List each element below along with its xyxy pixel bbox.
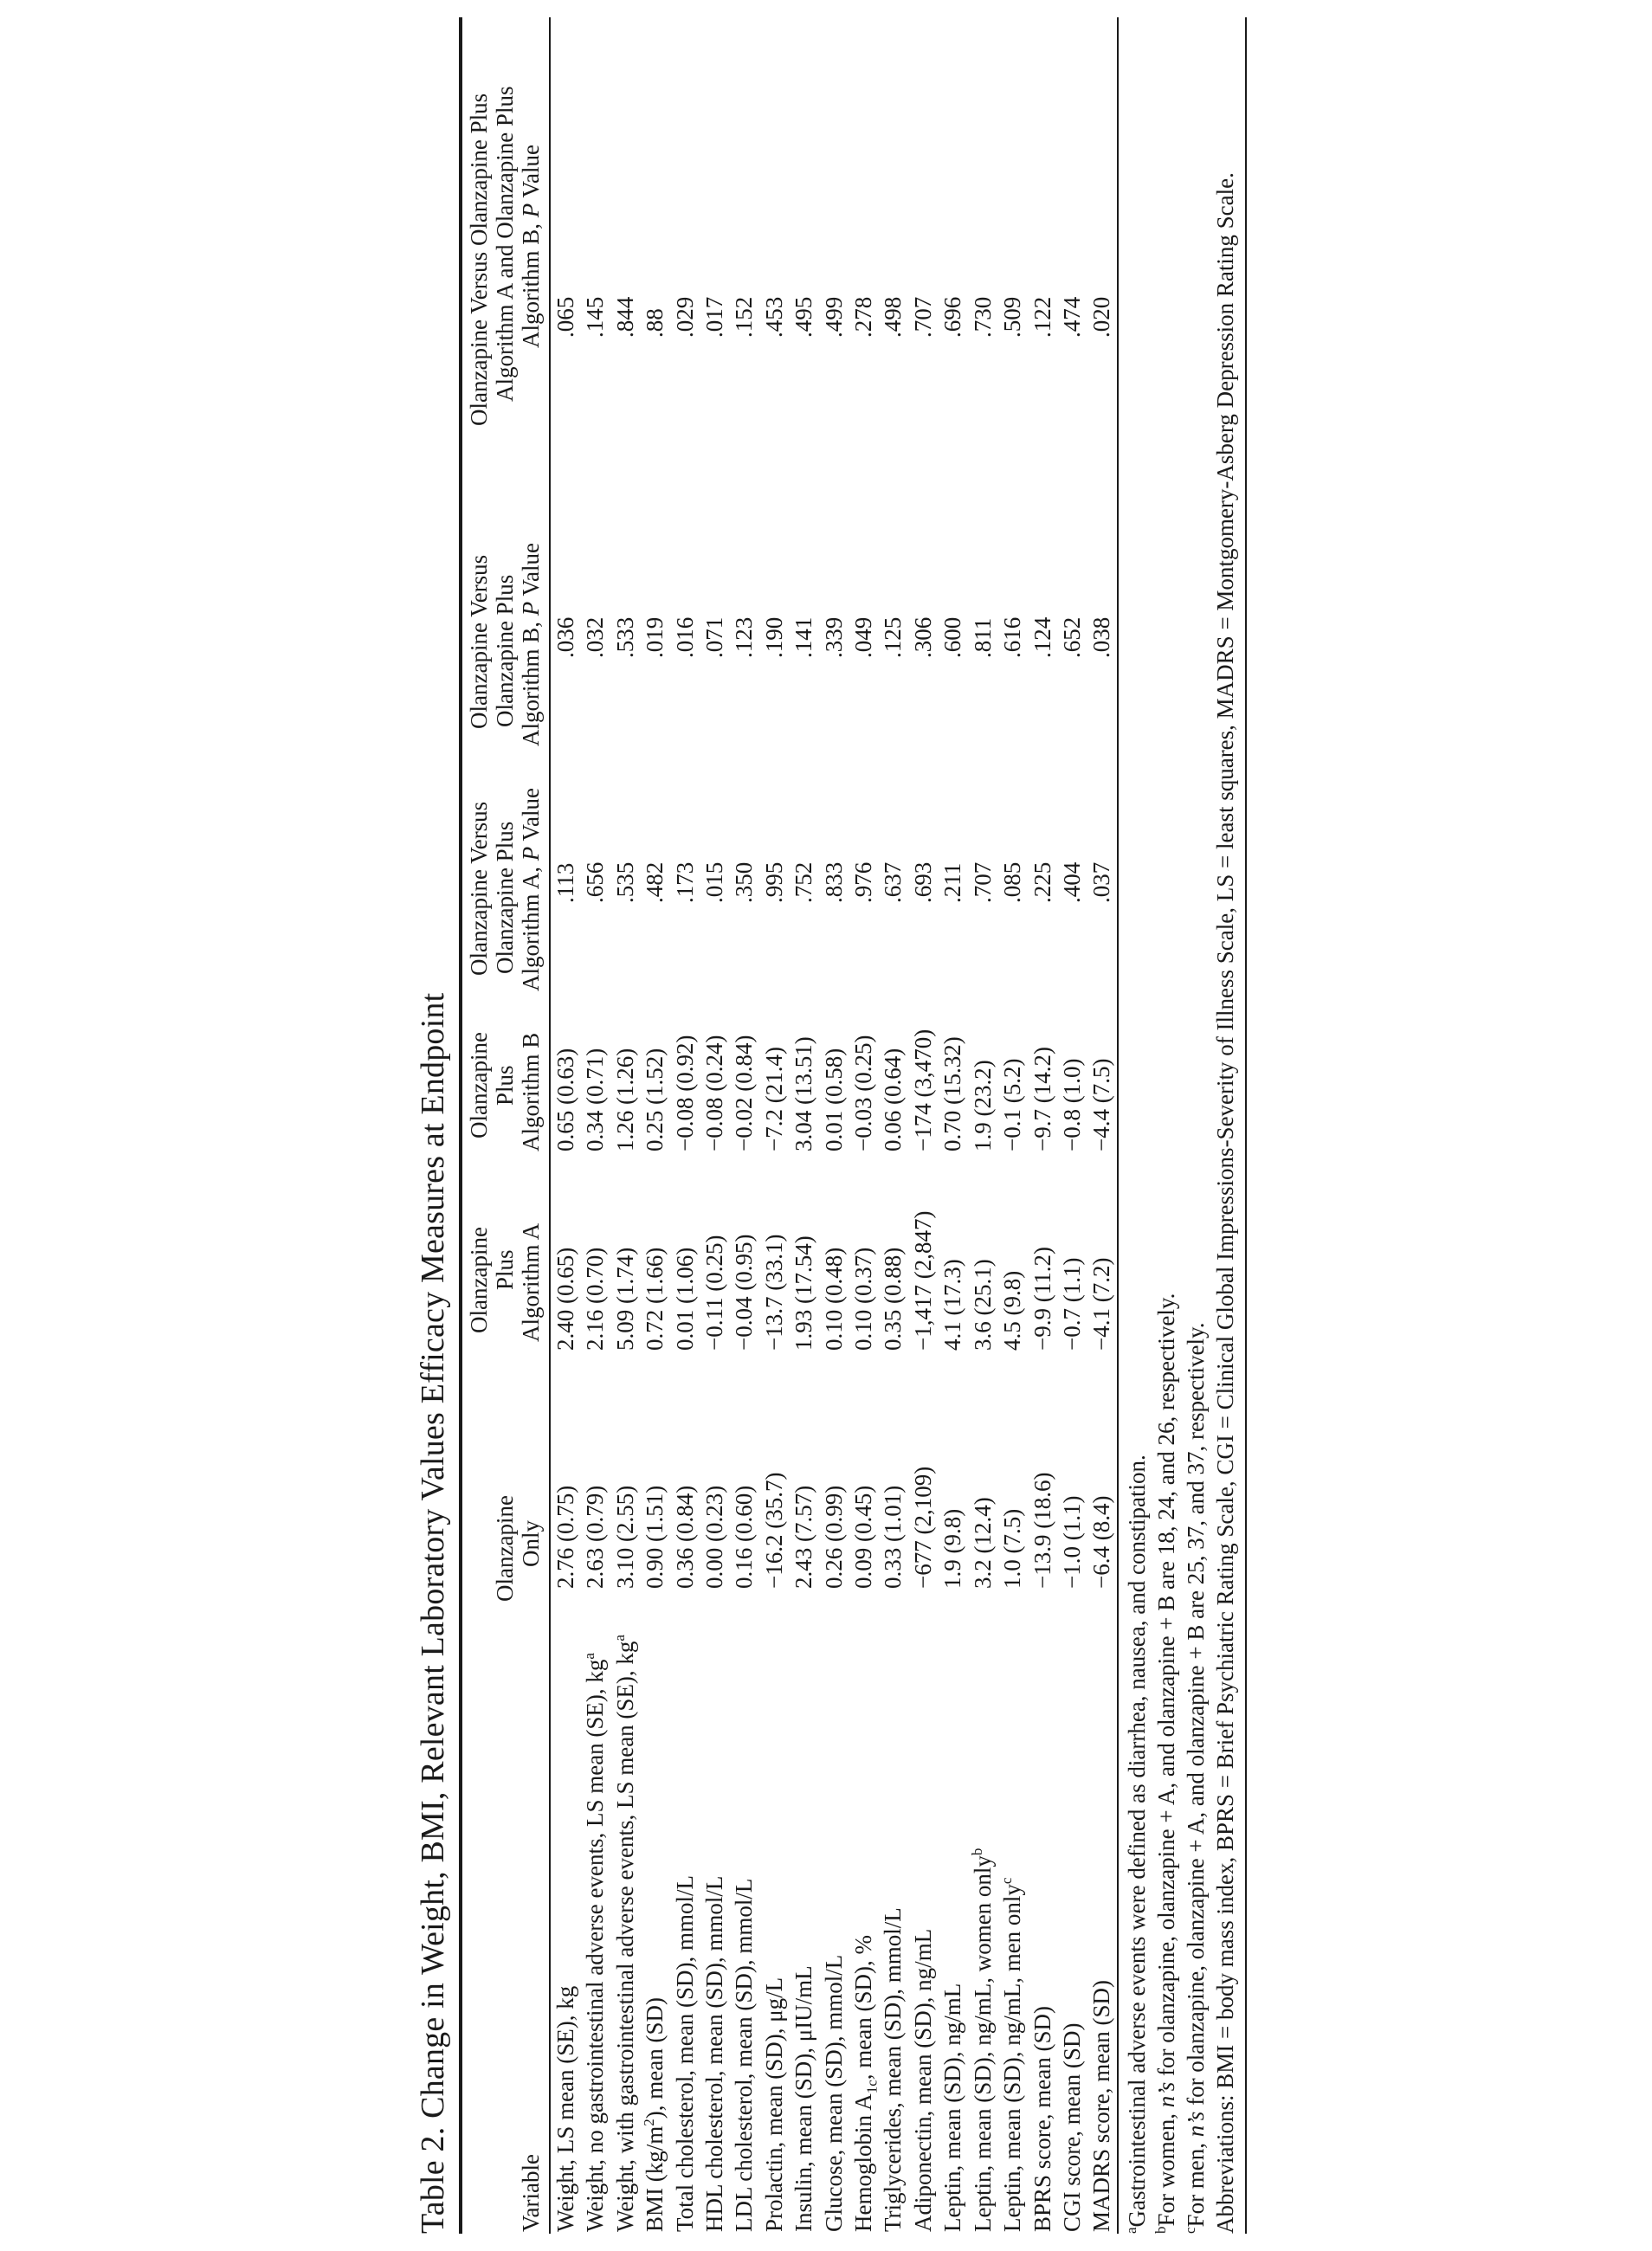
- footnote-mark: b: [1152, 2226, 1169, 2234]
- footnote-italic: n’s: [1153, 2081, 1179, 2108]
- table-row: [968, 17, 997, 2234]
- row-value: 3.2 (12.4): [969, 1497, 996, 1589]
- row-value: .211: [939, 862, 966, 903]
- header-pvalue-a: [462, 771, 550, 1000]
- row-value: −1.0 (1.1): [1058, 1495, 1085, 1589]
- footnote-text: For men, n’s for olanzapine, olanzapine + A, and olanzapine + B are 25, 37, and 37, respectively.: [1183, 1322, 1209, 2228]
- row-value: 0.33 (1.01): [880, 1485, 907, 1589]
- row-variable: [640, 1628, 669, 2234]
- row-value: 0.72 (1.66): [642, 1247, 668, 1351]
- row-value: .173: [671, 861, 698, 903]
- header-olanzapine-only: [462, 1403, 550, 1628]
- row-value: −16.2 (35.7): [760, 1472, 787, 1589]
- row-value: .600: [939, 616, 966, 658]
- row-value: 1.93 (17.54): [791, 1235, 817, 1351]
- header-line: Olanzapine Versus Olanzapine Plus: [466, 93, 492, 426]
- row-value: 1.9 (9.8): [939, 1508, 966, 1589]
- header-variable: Variable: [462, 1628, 550, 2234]
- row-value: .085: [999, 861, 1026, 903]
- row-variable-superscript: a: [581, 1653, 598, 1660]
- row-variable-superscript: a: [610, 1635, 628, 1641]
- row-value: .637: [880, 861, 907, 903]
- row-value: 0.35 (0.88): [880, 1247, 907, 1351]
- row-variable: [1087, 1628, 1117, 2234]
- row-value: −0.04 (0.95): [731, 1234, 758, 1351]
- row-value: 1.26 (1.26): [611, 1048, 638, 1151]
- row-value: −0.08 (0.24): [701, 1035, 728, 1151]
- row-value: .017: [701, 296, 728, 338]
- row-variable-label: Insulin, mean (SD), μIU/mL: [791, 1965, 817, 2232]
- header-line: Olanzapine: [492, 1495, 518, 1602]
- header-pvalue-combined: [462, 17, 550, 519]
- row-value: .533: [611, 616, 638, 658]
- header-line: Algorithm A, P Value: [518, 787, 544, 991]
- header-algorithm-a: [462, 1173, 550, 1403]
- row-value: 0.36 (0.84): [671, 1485, 698, 1589]
- row-value: .707: [909, 296, 936, 338]
- row-value: 3.6 (25.1): [969, 1259, 996, 1351]
- row-value: .020: [1087, 17, 1117, 519]
- row-value: 4.5 (9.8): [999, 1270, 1026, 1351]
- row-variable-label: Leptin, mean (SD), ng/mL, women only: [969, 1855, 996, 2232]
- row-value: .278: [850, 296, 877, 338]
- table-footnotes: [1122, 17, 1240, 2234]
- row-value: .113: [552, 862, 578, 903]
- row-value: .038: [1087, 519, 1117, 771]
- row-value: .306: [909, 616, 936, 658]
- rotated-table-page: [407, 17, 1652, 2234]
- row-variable: [878, 1628, 907, 2234]
- row-variable-subscript: 1c: [863, 2080, 881, 2094]
- row-variable-label: Weight, with gastrointestinal adverse events, LS mean (SE), kg: [611, 1641, 638, 2232]
- row-variable-label: Weight, no gastrointestinal adverse events, LS mean (SE), kg: [582, 1659, 609, 2232]
- table-row: [550, 17, 580, 2234]
- header-line: Olanzapine Versus: [466, 801, 492, 976]
- row-variable: [610, 1628, 640, 2234]
- table-row: [849, 17, 878, 2234]
- row-variable: [550, 1628, 580, 2234]
- header-line: Algorithm A: [518, 1222, 544, 1342]
- row-variable-label: BMI (kg/m: [642, 2125, 668, 2232]
- row-value: .995: [760, 861, 787, 903]
- row-value: −13.7 (33.1): [760, 1234, 787, 1351]
- row-value: −4.4 (7.5): [1087, 1000, 1117, 1173]
- row-value: 4.1 (17.3): [939, 1259, 966, 1351]
- row-variable-superscript: b: [968, 1848, 985, 1856]
- header-line: Plus: [492, 1249, 518, 1290]
- row-value: −0.1 (5.2): [999, 1058, 1026, 1151]
- row-value: .844: [611, 296, 638, 338]
- row-variable-label: Hemoglobin A: [850, 2093, 877, 2232]
- row-value: .350: [731, 861, 758, 903]
- row-value: −0.08 (0.92): [671, 1035, 698, 1151]
- table-row: [580, 17, 610, 2234]
- table-row: [938, 17, 967, 2234]
- table-row: [997, 17, 1027, 2234]
- row-value: .225: [1029, 861, 1055, 903]
- row-value: −13.9 (18.6): [1029, 1472, 1055, 1589]
- row-variable-label: Triglycerides, mean (SD), mmol/L: [880, 1907, 907, 2232]
- row-value: .509: [999, 296, 1026, 338]
- row-value: .499: [820, 296, 847, 338]
- table-row: [1028, 17, 1057, 2234]
- row-variable-label: LDL cholesterol, mean (SD), mmol/L: [731, 1878, 758, 2232]
- row-value: 0.65 (0.63): [552, 1048, 578, 1151]
- abbreviations-note: Abbreviations: BMI = body mass index, BPRS = Brief Psychiatric Rating Scale, CGI = Clinical Global Impressions-Severity of Illness Scale, LS = least squares, MADRS = Montgomery-Asberg Depression Rating Scale.: [1212, 172, 1238, 2234]
- header-line: Only: [518, 1520, 544, 1567]
- row-value: .730: [969, 296, 996, 338]
- row-value: .019: [642, 616, 668, 658]
- header-line: Olanzapine Plus: [492, 821, 518, 974]
- row-variable-label: CGI score, mean (SD): [1058, 2022, 1085, 2232]
- row-variable-superscript: 2: [641, 2119, 658, 2126]
- row-variable-label: Total cholesterol, mean (SD), mmol/L: [671, 1874, 698, 2232]
- row-value: .152: [731, 296, 758, 338]
- row-variable-suffix: , mean (SD), %: [850, 1934, 877, 2080]
- table-header: [462, 17, 550, 2234]
- table-row: [908, 17, 938, 2234]
- footnote-c: [1181, 17, 1210, 2234]
- row-value: −6.4 (8.4): [1087, 1403, 1117, 1628]
- row-value: .032: [582, 616, 609, 658]
- row-value: 0.70 (15.32): [939, 1036, 966, 1151]
- row-value: −677 (2,109): [909, 1466, 936, 1589]
- row-value: .071: [701, 616, 728, 658]
- row-value: .016: [671, 616, 698, 658]
- row-value: .535: [611, 861, 638, 903]
- header-line: Algorithm B, P Value: [518, 144, 544, 348]
- header-line: Olanzapine Plus: [492, 574, 518, 727]
- header-pvalue-b: [462, 519, 550, 771]
- row-value: 0.26 (0.99): [820, 1485, 847, 1589]
- row-value: −174 (3,470): [909, 1029, 936, 1151]
- header-line: Algorithm B, P Value: [518, 542, 544, 746]
- row-variable: [1028, 1628, 1057, 2234]
- row-value: .190: [760, 616, 787, 658]
- row-value: .474: [1058, 296, 1085, 338]
- row-variable: [819, 1628, 849, 2234]
- footnote-text: Gastrointestinal adverse events were defined as diarrhea, nausea, and constipation.: [1124, 1454, 1150, 2228]
- row-value: −0.8 (1.0): [1058, 1058, 1085, 1151]
- row-value: 0.06 (0.64): [880, 1048, 907, 1151]
- row-variable-superscript: c: [998, 1877, 1016, 1885]
- header-line: Algorithm B: [518, 1032, 544, 1151]
- row-variable-label: MADRS score, mean (SD): [1088, 1980, 1115, 2232]
- row-value: 3.10 (2.55): [611, 1485, 638, 1589]
- row-variable: [580, 1628, 610, 2234]
- row-value: .339: [820, 616, 847, 658]
- row-variable: [789, 1628, 818, 2234]
- row-value: 2.43 (7.57): [791, 1485, 817, 1589]
- row-value: 1.9 (23.2): [969, 1060, 996, 1151]
- row-value: −9.7 (14.2): [1029, 1047, 1055, 1151]
- table-row: [819, 17, 849, 2234]
- row-value: −0.02 (0.84): [731, 1035, 758, 1151]
- header-line: Olanzapine: [466, 1032, 492, 1138]
- row-value: .811: [969, 617, 996, 658]
- table-body: [550, 17, 1118, 2234]
- footnote-mark: a: [1123, 2227, 1139, 2234]
- row-value: 0.01 (1.06): [671, 1247, 698, 1351]
- row-value: 0.25 (1.52): [642, 1048, 668, 1151]
- row-variable: [759, 1628, 789, 2234]
- row-variable: [700, 1628, 729, 2234]
- row-variable: [670, 1628, 700, 2234]
- row-value: −0.11 (0.25): [701, 1235, 728, 1351]
- row-value: .122: [1029, 296, 1055, 338]
- header-algorithm-b: [462, 1000, 550, 1173]
- data-table: [462, 17, 1119, 2234]
- table-row: [640, 17, 669, 2234]
- table-row: [1057, 17, 1087, 2234]
- table-row: [670, 17, 700, 2234]
- row-variable-label: Glucose, mean (SD), mmol/L: [820, 1954, 847, 2232]
- row-value: .495: [791, 296, 817, 338]
- row-value: 0.00 (0.23): [701, 1485, 728, 1589]
- table-row: [789, 17, 818, 2234]
- row-value: .015: [701, 861, 728, 903]
- header-line: Olanzapine: [466, 1227, 492, 1333]
- row-value: .404: [1058, 861, 1085, 903]
- row-value: −9.9 (11.2): [1029, 1247, 1055, 1351]
- table-row: [729, 17, 758, 2234]
- row-value: .656: [582, 861, 609, 903]
- row-variable-label: Adiponectin, mean (SD), ng/mL: [909, 1928, 936, 2232]
- row-value: 5.09 (1.74): [611, 1247, 638, 1351]
- table-title: Table 2. Change in Weight, BMI, Relevant Laboratory Values Efficacy Measures at Endpoint: [415, 992, 451, 2234]
- row-value: 0.90 (1.51): [642, 1485, 668, 1589]
- row-value: .145: [582, 296, 609, 338]
- row-value: −1,417 (2,847): [909, 1210, 936, 1351]
- row-variable-label: Weight, LS mean (SE), kg: [552, 1985, 578, 2232]
- row-value: .693: [909, 861, 936, 903]
- row-value: 2.76 (0.75): [552, 1485, 578, 1589]
- footnote-italic: n’s: [1183, 2111, 1209, 2138]
- row-value: .616: [999, 616, 1026, 658]
- row-value: −4.1 (7.2): [1087, 1173, 1117, 1403]
- row-value: .453: [760, 296, 787, 338]
- row-value: .976: [850, 861, 877, 903]
- row-variable: [908, 1628, 938, 2234]
- header-line: Algorithm A and Olanzapine Plus: [492, 86, 518, 402]
- row-value: 2.40 (0.65): [552, 1247, 578, 1351]
- row-value: 1.0 (7.5): [999, 1508, 1026, 1589]
- row-value: .037: [1087, 771, 1117, 1000]
- row-value: .124: [1029, 616, 1055, 658]
- table-row: [700, 17, 729, 2234]
- row-value: .029: [671, 296, 698, 338]
- row-variable: [849, 1628, 881, 2234]
- table-row: [878, 17, 907, 2234]
- row-variable-label: HDL cholesterol, mean (SD), mmol/L: [701, 1875, 728, 2232]
- table-row: [759, 17, 789, 2234]
- row-value: .88: [642, 308, 668, 338]
- row-variable: [729, 1628, 758, 2234]
- row-value: .123: [731, 616, 758, 658]
- row-value: .049: [850, 616, 877, 658]
- row-variable-suffix: ), mean (SD): [642, 1997, 668, 2119]
- row-value: 2.16 (0.70): [582, 1247, 609, 1351]
- row-value: 0.10 (0.37): [850, 1247, 877, 1351]
- table-row: [610, 17, 640, 2234]
- row-value: 3.04 (13.51): [791, 1036, 817, 1151]
- row-value: .652: [1058, 616, 1085, 658]
- row-variable: [997, 1628, 1027, 2234]
- row-value: −0.03 (0.25): [850, 1035, 877, 1151]
- row-value: .065: [552, 296, 578, 338]
- row-value: .696: [939, 296, 966, 338]
- row-variable-label: Leptin, mean (SD), ng/mL, men only: [999, 1884, 1026, 2232]
- row-variable: [968, 1628, 997, 2234]
- row-value: −7.2 (21.4): [760, 1047, 787, 1151]
- row-variable-label: Prolactin, mean (SD), μg/L: [760, 1977, 787, 2232]
- header-line: Olanzapine Versus: [466, 554, 492, 729]
- row-value: 2.63 (0.79): [582, 1485, 609, 1589]
- row-value: 0.34 (0.71): [582, 1048, 609, 1151]
- row-value: .036: [552, 616, 578, 658]
- row-value: .141: [791, 616, 817, 658]
- table-bottom-rule: [1245, 17, 1247, 2234]
- row-value: 0.10 (0.48): [820, 1247, 847, 1351]
- footnote-b: [1152, 17, 1181, 2234]
- footnote-a: [1122, 17, 1152, 2234]
- table-row: [1087, 17, 1117, 2234]
- table-container: [462, 17, 1119, 2234]
- row-value: .482: [642, 861, 668, 903]
- footnote-mark: c: [1182, 2227, 1198, 2234]
- row-value: .707: [969, 861, 996, 903]
- row-value: 0.16 (0.60): [731, 1485, 758, 1589]
- row-variable-label: Leptin, mean (SD), ng/mL: [939, 1983, 966, 2232]
- row-value: .125: [880, 616, 907, 658]
- row-variable: [938, 1628, 967, 2234]
- row-value: .833: [820, 861, 847, 903]
- row-value: −0.7 (1.1): [1058, 1257, 1085, 1351]
- row-value: 0.09 (0.45): [850, 1485, 877, 1589]
- row-variable-label: BPRS score, mean (SD): [1029, 2006, 1055, 2232]
- footnote-text: For women, n’s for olanzapine, olanzapine + A, and olanzapine + B are 18, 24, and 26, respectively.: [1153, 1293, 1179, 2227]
- header-line: Plus: [492, 1065, 518, 1106]
- row-variable: [1057, 1628, 1087, 2234]
- row-value: .498: [880, 296, 907, 338]
- row-value: .752: [791, 861, 817, 903]
- row-value: 0.01 (0.58): [820, 1048, 847, 1151]
